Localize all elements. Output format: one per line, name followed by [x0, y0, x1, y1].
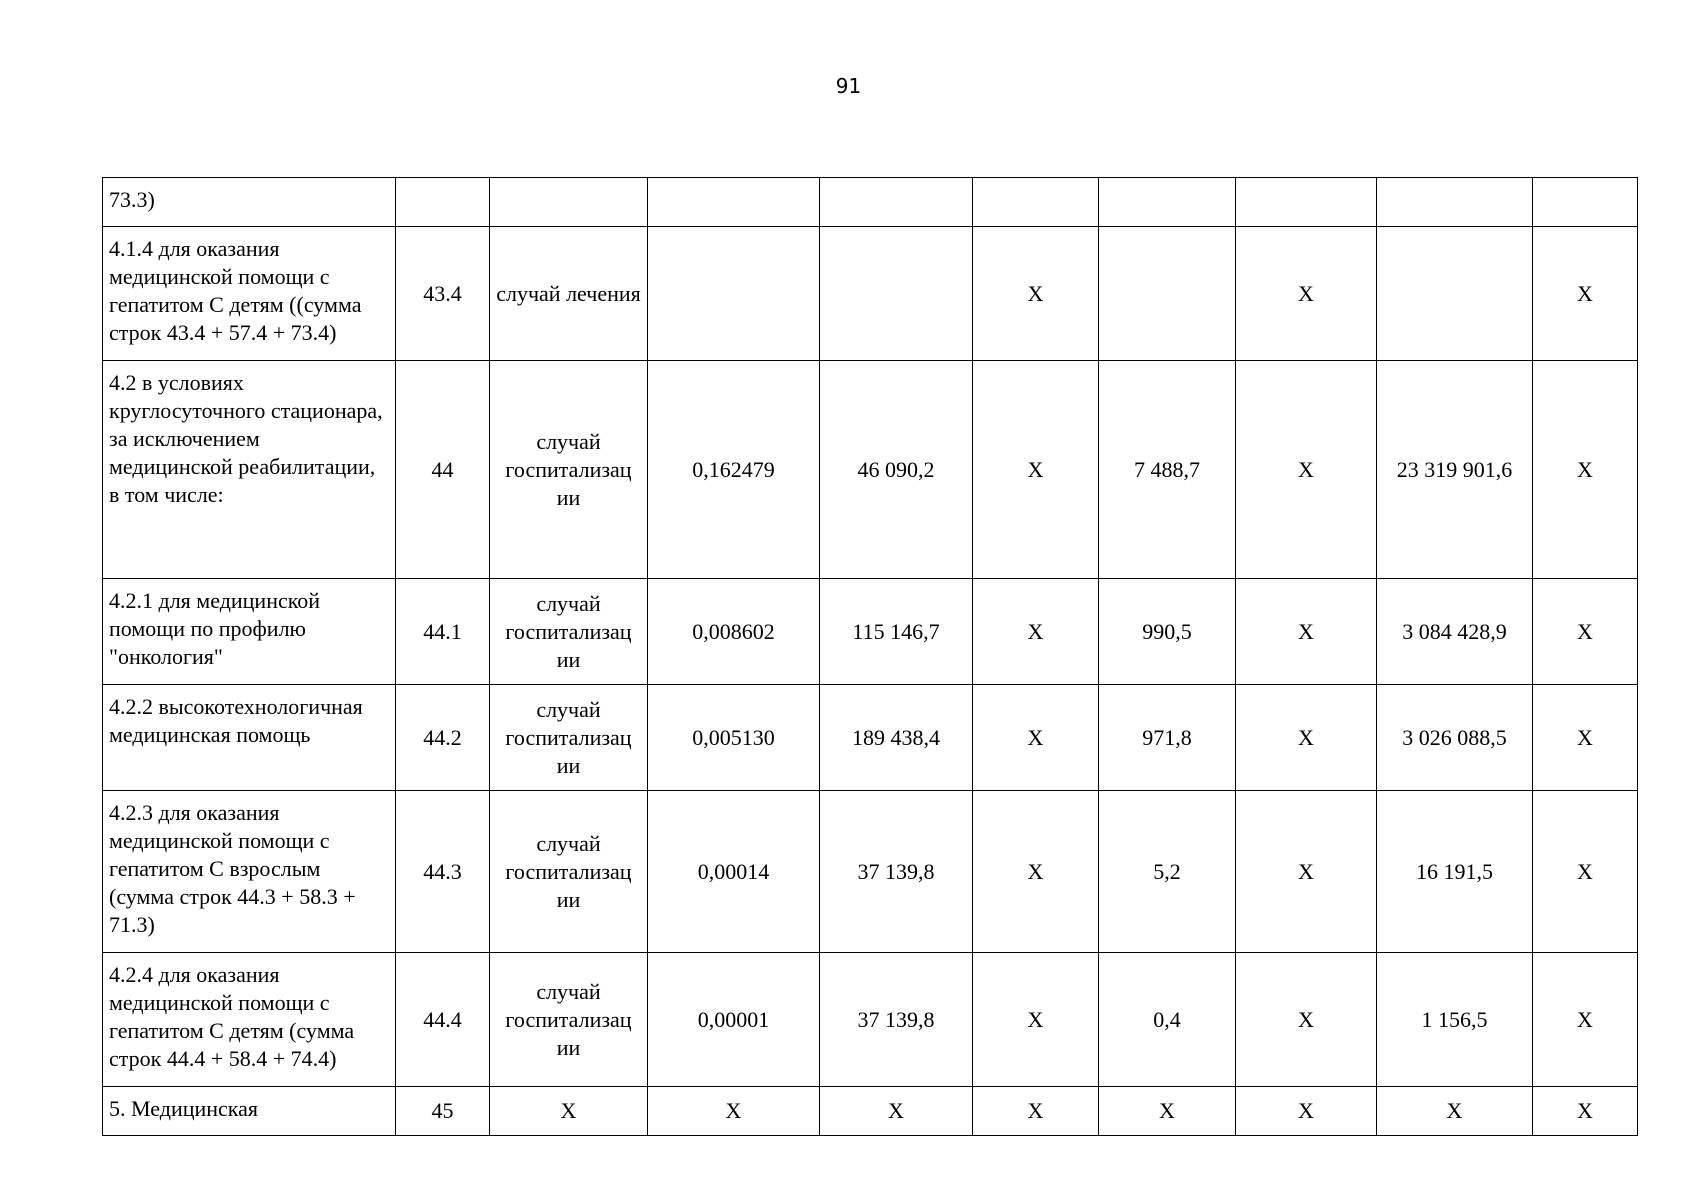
table-row: [103, 953, 1638, 1087]
row-value-cell: Х: [648, 1087, 820, 1136]
row-value-cell: 0,005130: [648, 685, 820, 791]
row-value-cell: Х: [973, 227, 1099, 361]
row-value-cell: Х: [1099, 1087, 1236, 1136]
row-value-cell: Х: [1236, 579, 1377, 685]
row-value-cell: 5,2: [1099, 791, 1236, 953]
row-value-cell: 990,5: [1099, 579, 1236, 685]
row-value-cell: 46 090,2: [820, 361, 973, 579]
row-value-cell: [1099, 178, 1236, 227]
row-value-cell: 37 139,8: [820, 953, 973, 1087]
row-value-cell: [820, 227, 973, 361]
row-value-cell: 0,008602: [648, 579, 820, 685]
row-unit-cell: Х: [490, 1087, 648, 1136]
row-code-cell: 44.1: [396, 579, 490, 685]
row-name-cell: 4.2.2 высокотехнологичная медицинская помощь: [103, 685, 396, 791]
row-code-cell: 44.4: [396, 953, 490, 1087]
row-value-cell: Х: [973, 1087, 1099, 1136]
row-value-cell: 0,4: [1099, 953, 1236, 1087]
row-name-cell: 4.2.3 для оказания медицинской помощи с гепатитом С взрослым (сумма строк 44.3 + 58.3 + 71.3): [103, 791, 396, 953]
row-value-cell: Х: [973, 579, 1099, 685]
row-value-cell: [1377, 227, 1533, 361]
table-row: [103, 579, 1638, 685]
row-unit-cell: случай госпитализац ии: [490, 685, 648, 791]
row-name-cell: 4.2.4 для оказания медицинской помощи с гепатитом С детям (сумма строк 44.4 + 58.4 + 74.4): [103, 953, 396, 1087]
row-code-cell: [396, 178, 490, 227]
row-name-cell: 4.2 в условиях круглосуточного стационара, за исключением медицинской реабилитации, в том числе:: [103, 361, 396, 579]
row-value-cell: 37 139,8: [820, 791, 973, 953]
row-value-cell: Х: [1533, 791, 1638, 953]
row-value-cell: Х: [1533, 685, 1638, 791]
row-value-cell: 115 146,7: [820, 579, 973, 685]
row-name-cell: 4.1.4 для оказания медицинской помощи с гепатитом С детям ((сумма строк 43.4 + 57.4 + 73.4): [103, 227, 396, 361]
row-value-cell: Х: [1533, 361, 1638, 579]
row-value-cell: Х: [1533, 227, 1638, 361]
row-value-cell: Х: [973, 685, 1099, 791]
row-unit-cell: случай госпитализац ии: [490, 953, 648, 1087]
row-value-cell: Х: [1533, 953, 1638, 1087]
row-value-cell: 189 438,4: [820, 685, 973, 791]
row-unit-cell: случай госпитализац ии: [490, 791, 648, 953]
row-value-cell: 23 319 901,6: [1377, 361, 1533, 579]
row-code-cell: 44: [396, 361, 490, 579]
row-unit-cell: случай госпитализац ии: [490, 361, 648, 579]
row-code-cell: 45: [396, 1087, 490, 1136]
row-value-cell: Х: [973, 361, 1099, 579]
row-code-cell: 44.3: [396, 791, 490, 953]
table-row: [103, 791, 1638, 953]
row-unit-cell: [490, 178, 648, 227]
row-value-cell: 0,162479: [648, 361, 820, 579]
row-value-cell: Х: [1533, 1087, 1638, 1136]
row-code-cell: 44.2: [396, 685, 490, 791]
row-value-cell: 0,00001: [648, 953, 820, 1087]
row-value-cell: Х: [1236, 791, 1377, 953]
row-value-cell: Х: [1377, 1087, 1533, 1136]
row-unit-cell: случай госпитализац ии: [490, 579, 648, 685]
row-value-cell: 7 488,7: [1099, 361, 1236, 579]
row-value-cell: [1533, 178, 1638, 227]
row-value-cell: Х: [1236, 685, 1377, 791]
data-table: [102, 177, 1638, 1136]
table-row: [103, 178, 1638, 227]
row-value-cell: [820, 178, 973, 227]
row-value-cell: [973, 178, 1099, 227]
row-value-cell: [1377, 178, 1533, 227]
row-value-cell: 16 191,5: [1377, 791, 1533, 953]
row-value-cell: [1099, 227, 1236, 361]
row-value-cell: [648, 178, 820, 227]
row-code-cell: 43.4: [396, 227, 490, 361]
row-value-cell: Х: [973, 953, 1099, 1087]
row-value-cell: [1236, 178, 1377, 227]
row-value-cell: Х: [1236, 953, 1377, 1087]
row-value-cell: Х: [1533, 579, 1638, 685]
page-number: 91: [835, 74, 862, 98]
table-row: [103, 227, 1638, 361]
table-row: [103, 361, 1638, 579]
row-unit-cell: случай лечения: [490, 227, 648, 361]
row-value-cell: [648, 227, 820, 361]
row-name-cell: 4.2.1 для медицинской помощи по профилю "онкология": [103, 579, 396, 685]
row-name-cell: 73.3): [103, 178, 396, 227]
row-value-cell: Х: [973, 791, 1099, 953]
row-value-cell: 0,00014: [648, 791, 820, 953]
row-value-cell: Х: [1236, 361, 1377, 579]
row-value-cell: Х: [820, 1087, 973, 1136]
table-row: [103, 685, 1638, 791]
row-value-cell: 3 084 428,9: [1377, 579, 1533, 685]
row-value-cell: Х: [1236, 1087, 1377, 1136]
row-value-cell: 971,8: [1099, 685, 1236, 791]
table-row: [103, 1087, 1638, 1136]
row-value-cell: Х: [1236, 227, 1377, 361]
row-name-cell: 5. Медицинская: [103, 1087, 396, 1136]
row-value-cell: 3 026 088,5: [1377, 685, 1533, 791]
row-value-cell: 1 156,5: [1377, 953, 1533, 1087]
